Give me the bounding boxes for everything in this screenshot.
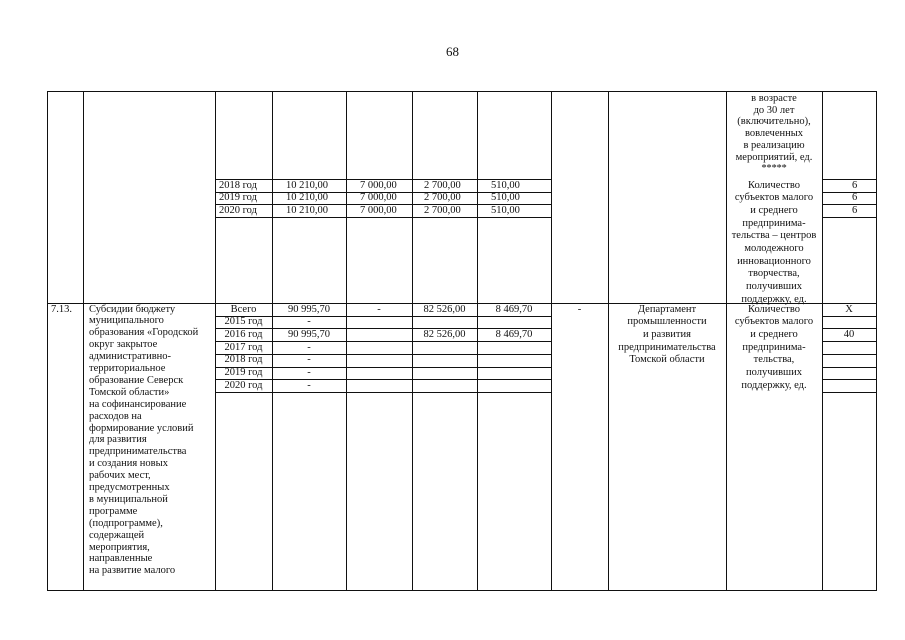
row-line	[822, 354, 876, 355]
regional-cell: 2 700,00	[424, 204, 461, 216]
total-cell: 90 995,70	[288, 303, 330, 315]
indicator-text: поддержку, ед.	[741, 293, 807, 305]
description-line: предпринимательства	[89, 446, 187, 458]
target-cell: 6	[852, 179, 858, 191]
description-line: направленные	[89, 553, 153, 565]
year-cell: 2015 год	[224, 316, 263, 328]
indicator-text: и среднего	[750, 328, 798, 340]
local-cell: 8 469,70	[495, 303, 533, 315]
year-cell: 2018 год	[224, 354, 263, 366]
local-cell: 510,00	[491, 204, 520, 216]
description-line: расходов на	[89, 410, 142, 422]
row-line	[215, 217, 551, 218]
page-number: 68	[446, 44, 459, 59]
description-line: (подпрограмме),	[89, 517, 163, 529]
total-cell: -	[307, 341, 311, 353]
row-line	[822, 217, 876, 218]
year-cell: 2019 год	[224, 367, 263, 378]
column-border	[47, 91, 48, 590]
indicator-text: творчества,	[748, 268, 800, 280]
total-cell: -	[307, 316, 311, 328]
federal-cell: -	[377, 303, 381, 315]
total-cell: 10 210,00	[286, 192, 328, 204]
indicator-text: субъектов малого	[734, 192, 814, 204]
table-bottom-border	[47, 590, 877, 591]
description-line: в муниципальной	[89, 493, 168, 505]
executor-text: Томской области	[629, 354, 705, 366]
indicator-text: предпринима-	[742, 341, 806, 353]
indicator-text: получивших	[745, 367, 803, 378]
indicator-text: в реализацию	[743, 139, 805, 151]
description-line: на развитие малого	[89, 565, 176, 577]
indicator-text: в возрасте	[751, 93, 797, 104]
year-cell: 2020 год	[219, 204, 257, 216]
indicator-text: до 30 лет	[753, 104, 795, 116]
target-cell: 6	[852, 192, 858, 204]
indicator-text: субъектов малого	[734, 316, 814, 328]
description-line: Субсидии бюджету	[89, 303, 176, 315]
indicator-text: поддержку, ед.	[741, 379, 807, 391]
column-border	[551, 91, 552, 590]
description-line: административно-	[89, 351, 172, 363]
year-cell: 2019 год	[219, 192, 257, 204]
indicator-text: (включительно),	[737, 116, 811, 128]
description-line: Томской области»	[89, 386, 170, 398]
description-line: округ закрытое	[89, 339, 158, 351]
description-line: и создания новых	[89, 458, 168, 470]
total-cell: -	[307, 367, 311, 378]
description-line: рабочих мест,	[89, 470, 151, 482]
indicator-text: тельства – центров	[731, 230, 817, 242]
description-line: формирование условий	[89, 422, 194, 434]
total-cell: 90 995,70	[288, 328, 330, 340]
indicator-text: мероприятий, ед.	[735, 151, 813, 163]
executor-text: и развития	[643, 328, 691, 340]
row-line	[822, 379, 876, 380]
indicator-text: вовлеченных	[744, 128, 804, 140]
column-border	[83, 91, 84, 590]
total-cell: -	[307, 354, 311, 366]
year-cell: Всего	[230, 303, 257, 315]
other-cell: -	[577, 303, 582, 315]
total-cell: -	[307, 379, 311, 391]
indicator-text: *****	[761, 163, 787, 175]
federal-cell: 7 000,00	[360, 192, 397, 204]
indicator-text: предпринима-	[742, 217, 806, 229]
regional-cell: 2 700,00	[424, 192, 461, 204]
target-cell: Х	[845, 303, 853, 315]
executor-text: Департамент	[637, 303, 697, 315]
row-line	[822, 341, 876, 342]
federal-cell: 7 000,00	[360, 179, 397, 191]
row-line	[822, 392, 876, 393]
indicator-text: инновационного	[737, 255, 811, 267]
row-line	[822, 367, 876, 368]
description-line: предусмотренных	[89, 482, 170, 493]
local-cell: 510,00	[491, 179, 520, 191]
federal-cell: 7 000,00	[360, 204, 397, 216]
description-line: муниципального	[89, 315, 164, 327]
indicator-text: и среднего	[750, 204, 798, 216]
indicator-text: Количество	[747, 303, 801, 315]
regional-cell: 82 526,00	[423, 303, 466, 315]
local-cell: 510,00	[491, 192, 520, 204]
local-cell: 8 469,70	[495, 328, 533, 340]
description-line: на софинансирование	[89, 398, 187, 410]
description-line: образования «Городской	[89, 327, 199, 339]
year-cell: 2018 год	[219, 179, 257, 191]
row-line	[822, 316, 876, 317]
target-cell: 6	[852, 204, 858, 216]
regional-cell: 82 526,00	[423, 328, 466, 340]
description-line: мероприятия,	[89, 541, 150, 553]
description-line: программе	[89, 505, 138, 517]
description-line: образование Северск	[89, 374, 184, 386]
indicator-text: получивших	[745, 281, 803, 293]
year-cell: 2020 год	[224, 379, 263, 391]
description-line: территориальное	[89, 363, 166, 374]
executor-text: промышленности	[627, 316, 707, 328]
item-number: 7.13.	[51, 303, 72, 315]
total-cell: 10 210,00	[286, 179, 328, 191]
column-border	[876, 91, 877, 590]
year-cell: 2016 год	[224, 328, 263, 340]
total-cell: 10 210,00	[286, 204, 328, 216]
indicator-text: Количество	[747, 179, 801, 191]
executor-text: предпринимательства	[618, 341, 716, 353]
description-line: для развития	[89, 434, 147, 446]
target-cell: 40	[843, 328, 855, 340]
year-cell: 2017 год	[224, 341, 263, 353]
description-line: содержащей	[89, 529, 145, 541]
indicator-text: тельства,	[753, 354, 795, 366]
table-top-border	[47, 91, 877, 92]
regional-cell: 2 700,00	[424, 179, 461, 191]
row-line	[215, 392, 551, 393]
indicator-text: молодежного	[744, 243, 804, 254]
